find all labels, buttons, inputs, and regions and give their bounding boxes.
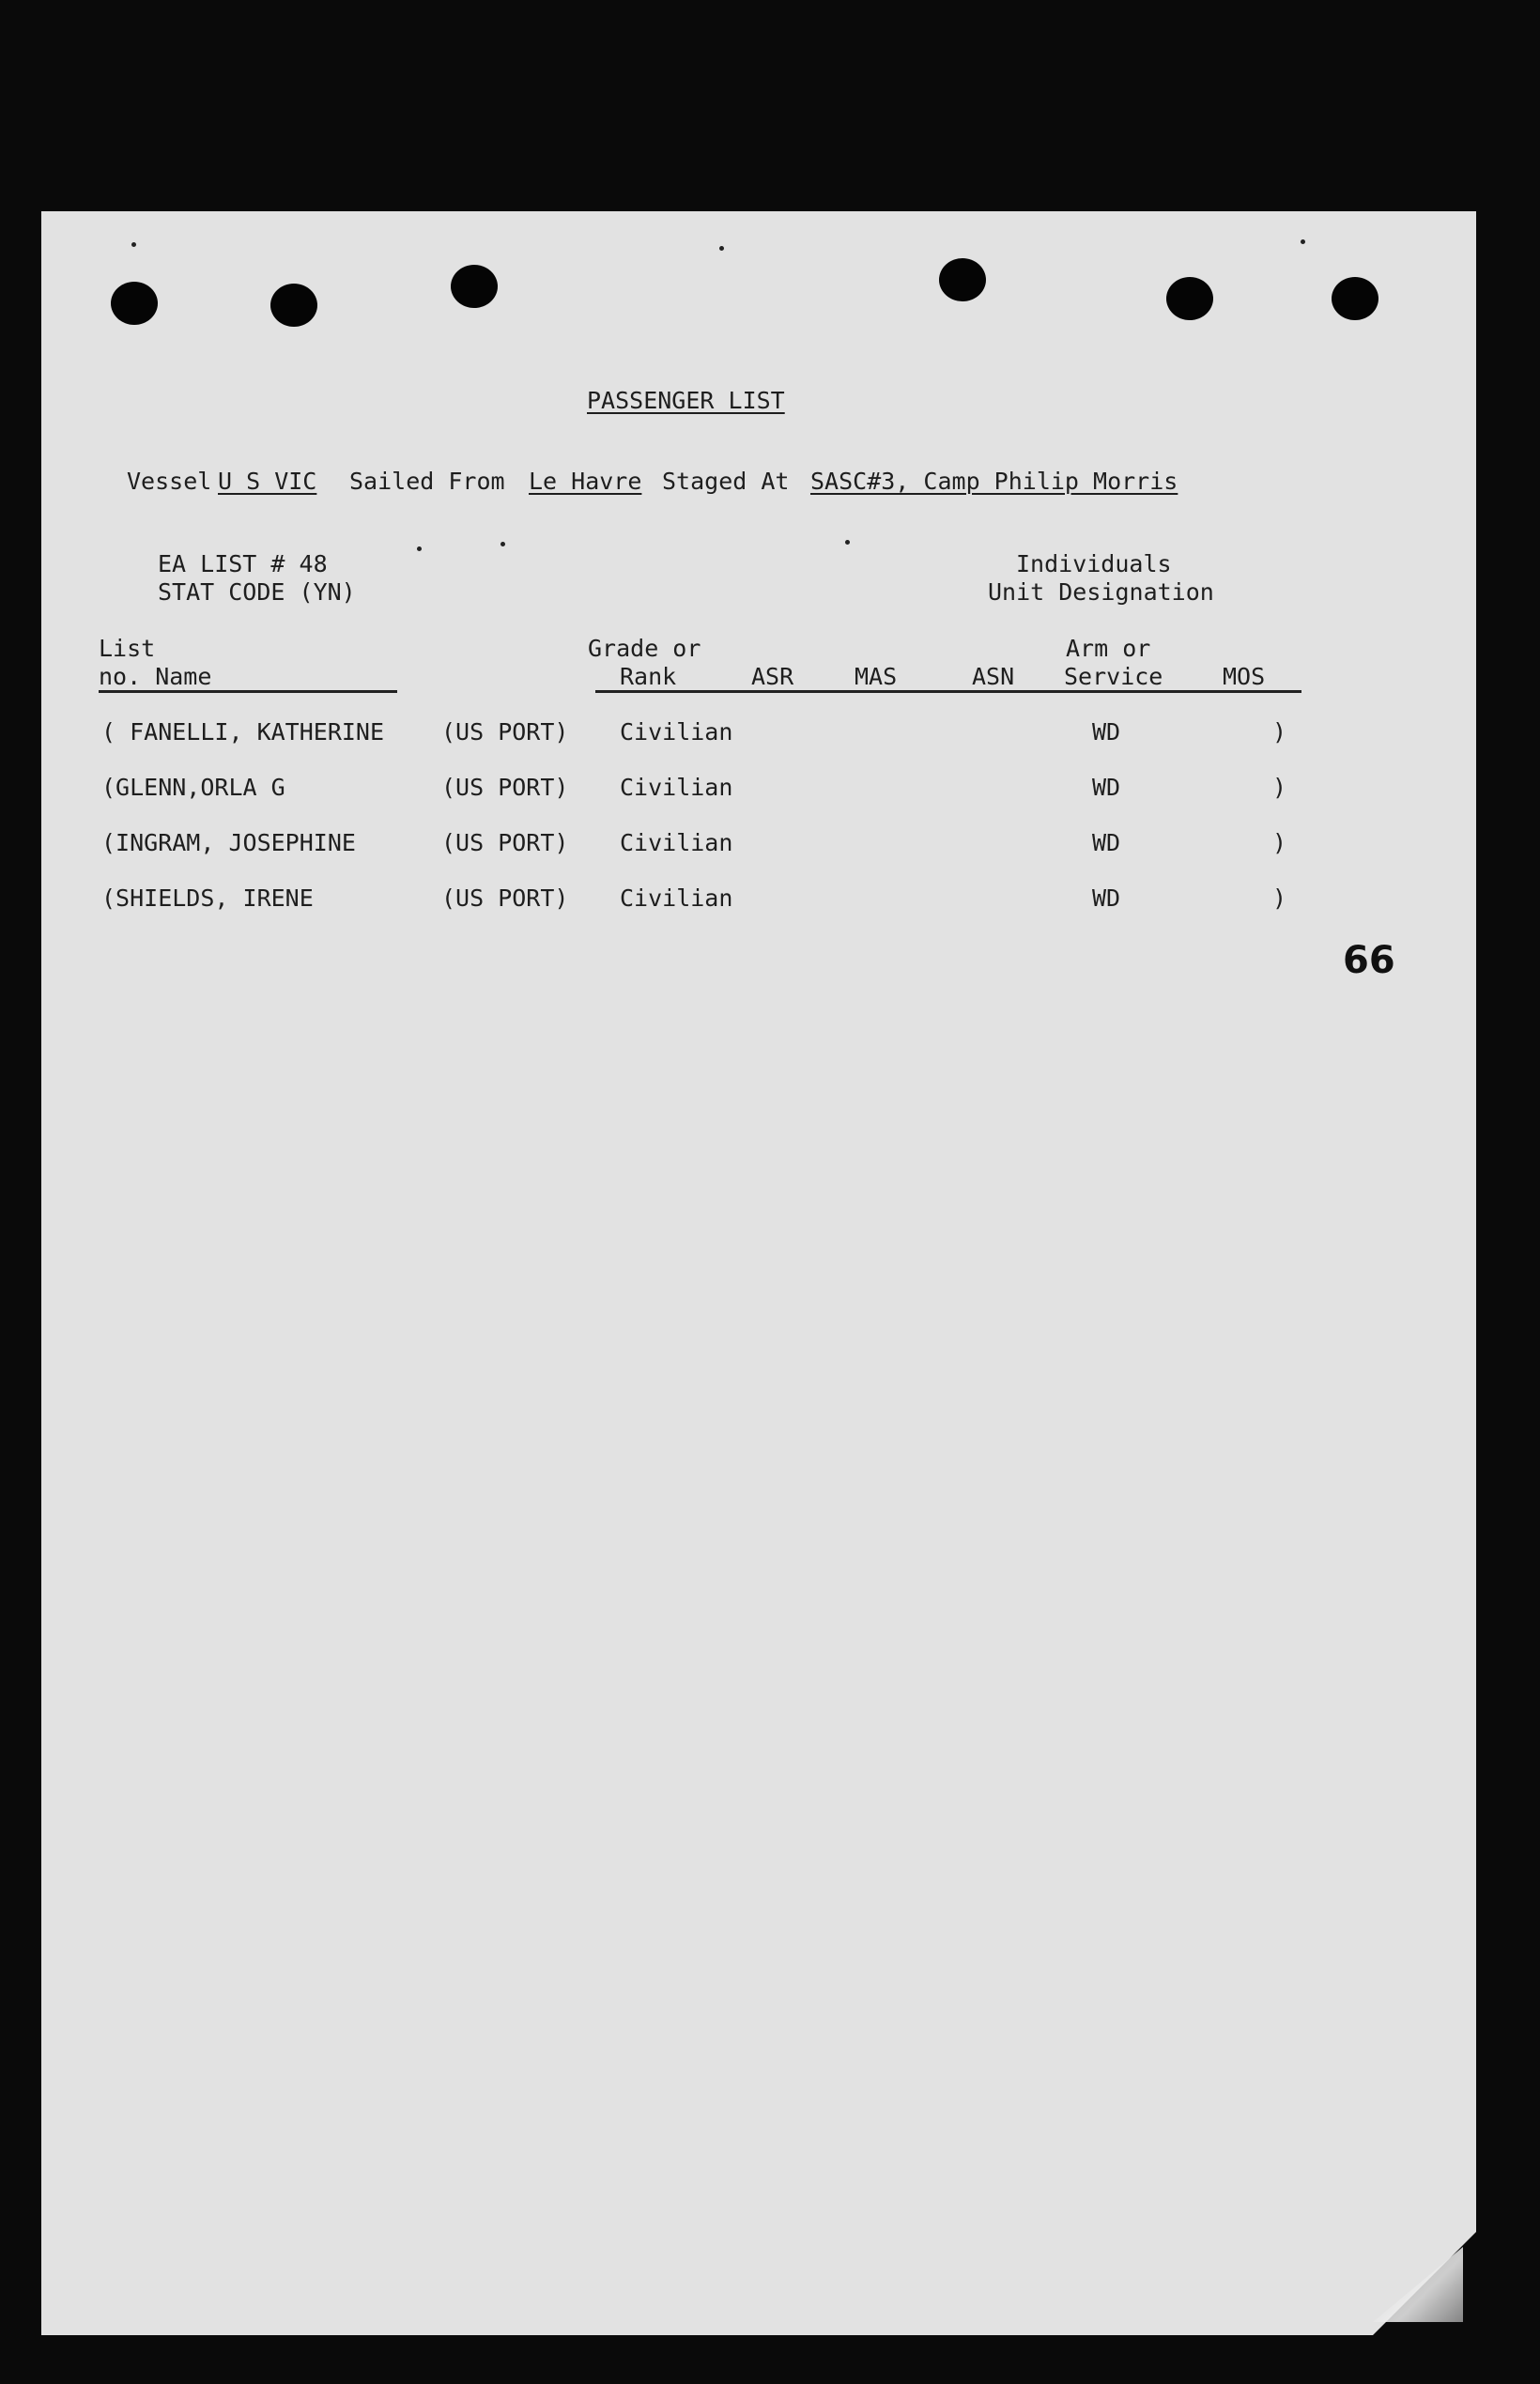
speck: [417, 546, 422, 551]
speck: [500, 542, 505, 546]
header-no-name: no. Name: [99, 663, 212, 690]
header-mos: MOS: [1223, 663, 1266, 690]
punch-hole: [111, 282, 158, 325]
punch-hole: [1166, 277, 1213, 320]
staged-value: SASC#3, Camp Philip Morris: [810, 468, 1178, 495]
vessel-value: U S VIC: [218, 468, 317, 495]
header-rank: Rank: [620, 663, 677, 690]
header-rule: [99, 690, 397, 693]
speck: [719, 246, 724, 251]
speck: [1301, 239, 1305, 244]
individuals-heading: Individuals: [1016, 550, 1172, 577]
passenger-name: ( FANELLI, KATHERINE: [101, 718, 385, 746]
vessel-label: Vessel: [127, 468, 212, 495]
sailed-label: Sailed From: [349, 468, 505, 495]
document-page: [41, 211, 1476, 2335]
punch-hole: [451, 265, 498, 308]
unit-designation-heading: Unit Designation: [988, 578, 1214, 606]
punch-hole: [270, 284, 317, 327]
passenger-port: (US PORT): [441, 829, 569, 856]
passenger-port: (US PORT): [441, 774, 569, 801]
row-mark: ): [1272, 774, 1287, 801]
passenger-grade: Civilian: [620, 718, 733, 746]
passenger-grade: Civilian: [620, 884, 733, 912]
speck: [845, 540, 850, 545]
passenger-port: (US PORT): [441, 884, 569, 912]
passenger-name: (GLENN,ORLA G: [101, 774, 285, 801]
header-asn: ASN: [972, 663, 1015, 690]
row-mark: ): [1272, 829, 1287, 856]
header-grade-or: Grade or: [588, 635, 701, 662]
speck: [131, 242, 136, 247]
passenger-grade: Civilian: [620, 774, 733, 801]
passenger-grade: Civilian: [620, 829, 733, 856]
passenger-service: WD: [1092, 829, 1121, 856]
punch-hole: [1332, 277, 1378, 320]
page-number: 66: [1343, 939, 1395, 982]
punch-hole: [939, 258, 986, 301]
passenger-name: (INGRAM, JOSEPHINE: [101, 829, 356, 856]
passenger-service: WD: [1092, 774, 1121, 801]
ea-list-number: EA LIST # 48: [158, 550, 328, 577]
header-arm-or: Arm or: [1066, 635, 1151, 662]
passenger-service: WD: [1092, 718, 1121, 746]
row-mark: ): [1272, 718, 1287, 746]
header-asr: ASR: [751, 663, 794, 690]
staged-label: Staged At: [662, 468, 790, 495]
stat-code: STAT CODE (YN): [158, 578, 356, 606]
header-list: List: [99, 635, 156, 662]
header-mas: MAS: [855, 663, 898, 690]
passenger-name: (SHIELDS, IRENE: [101, 884, 314, 912]
row-mark: ): [1272, 884, 1287, 912]
sailed-value: Le Havre: [529, 468, 642, 495]
document-title: PASSENGER LIST: [587, 387, 785, 414]
header-rule: [595, 690, 1301, 693]
header-service: Service: [1064, 663, 1163, 690]
passenger-port: (US PORT): [441, 718, 569, 746]
passenger-service: WD: [1092, 884, 1121, 912]
